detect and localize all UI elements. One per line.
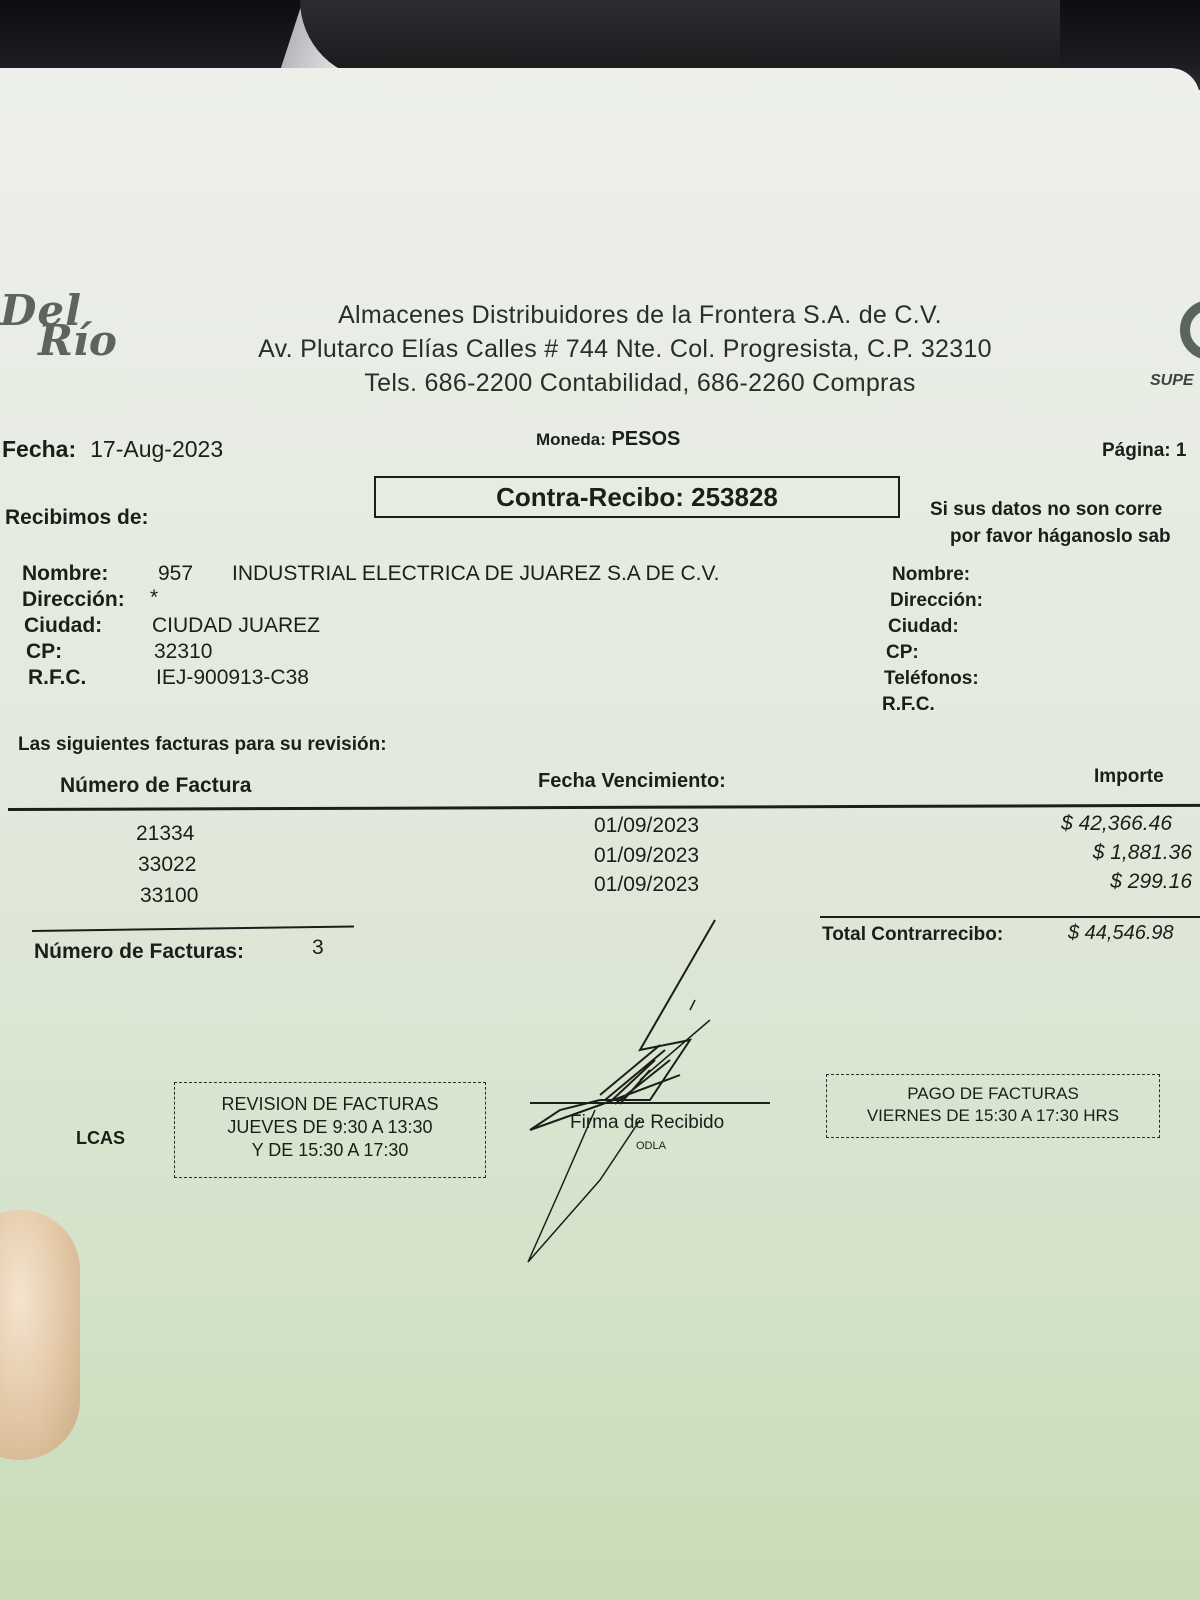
direccion-label: Dirección:: [22, 588, 125, 611]
invoice-amount: $ 1,881.36: [1092, 841, 1192, 864]
header-numero: Número de Factura: [60, 774, 252, 797]
correction-ciudad: Ciudad:: [888, 616, 959, 637]
correction-cp: CP:: [886, 642, 919, 663]
total-value: $ 44,546.98: [1068, 922, 1174, 944]
invoice-due-date: 01/09/2023: [594, 844, 700, 867]
total-label: Total Contrarrecibo:: [822, 924, 1004, 945]
moneda-label: Moneda:: [536, 430, 606, 449]
invoice-amount: $ 42,366.46: [1061, 812, 1172, 835]
correction-nombre: Nombre:: [892, 564, 971, 585]
company-name: Almacenes Distribuidores de la Frontera S.A. de C.V.: [338, 301, 942, 329]
firma-label: Firma de Recibido: [570, 1112, 725, 1133]
company-phones: Tels. 686-2200 Contabilidad, 686-2260 Compras: [364, 369, 916, 397]
fecha-label: Fecha:: [2, 436, 77, 462]
fecha-value: 17-Aug-2023: [90, 436, 224, 462]
nombre-code: 957: [158, 562, 194, 585]
rfc-label: R.F.C.: [28, 666, 87, 689]
correction-direccion: Dirección:: [890, 590, 983, 611]
ciudad-value: CIUDAD JUAREZ: [152, 614, 321, 637]
invoice-count-label: Número de Facturas:: [34, 940, 245, 963]
firma-sub: ODLA: [636, 1140, 666, 1152]
page-number: Página: 1: [1102, 440, 1187, 461]
ciudad-label: Ciudad:: [24, 614, 103, 637]
correction-telefonos: Teléfonos:: [884, 668, 979, 689]
del-rio-logo: Del Río: [0, 286, 117, 365]
pago-line-2: VIERNES DE 15:30 A 17:30 HRS: [866, 1106, 1120, 1125]
invoice-due-date: 01/09/2023: [594, 873, 700, 896]
invoices-intro: Las siguientes facturas para su revisión:: [18, 734, 387, 755]
contra-recibo-box: Contra-Recibo: 253828: [374, 476, 900, 518]
invoice-number: 33022: [138, 853, 197, 876]
super-logo-text: SUPE: [1150, 372, 1194, 389]
cp-value: 32310: [154, 640, 213, 663]
notice-line-1: Si sus datos no son corre: [930, 499, 1163, 520]
revision-line-2: JUEVES DE 9:30 A 13:30: [227, 1117, 433, 1137]
invoice-due-date: 01/09/2023: [594, 814, 700, 837]
pago-line-1: PAGO DE FACTURAS: [907, 1084, 1079, 1103]
company-address: Av. Plutarco Elías Calles # 744 Nte. Col. Progresista, C.P. 32310: [258, 335, 992, 363]
nombre-label: Nombre:: [22, 562, 109, 585]
correction-rfc: R.F.C.: [882, 694, 935, 715]
rfc-value: IEJ-900913-C38: [156, 666, 309, 689]
invoice-number: 21334: [136, 822, 195, 845]
direccion-value: *: [150, 586, 159, 609]
lcas-label: LCAS: [76, 1128, 125, 1148]
recibimos-label: Recibimos de:: [5, 506, 149, 529]
header-fecha: Fecha Vencimiento:: [538, 770, 726, 792]
header-importe: Importe: [1094, 766, 1164, 787]
nombre-value: INDUSTRIAL ELECTRICA DE JUAREZ S.A DE C.V.: [232, 562, 720, 585]
revision-line-3: Y DE 15:30 A 17:30: [251, 1140, 409, 1160]
revision-line-1: REVISION DE FACTURAS: [221, 1094, 439, 1114]
invoice-number: 33100: [140, 884, 199, 907]
moneda-value: PESOS: [611, 428, 681, 450]
invoice-count-value: 3: [312, 936, 324, 959]
invoice-amount: $ 299.16: [1110, 870, 1192, 893]
notice-line-2: por favor háganoslo sab: [950, 526, 1171, 547]
cp-label: CP:: [26, 640, 63, 663]
